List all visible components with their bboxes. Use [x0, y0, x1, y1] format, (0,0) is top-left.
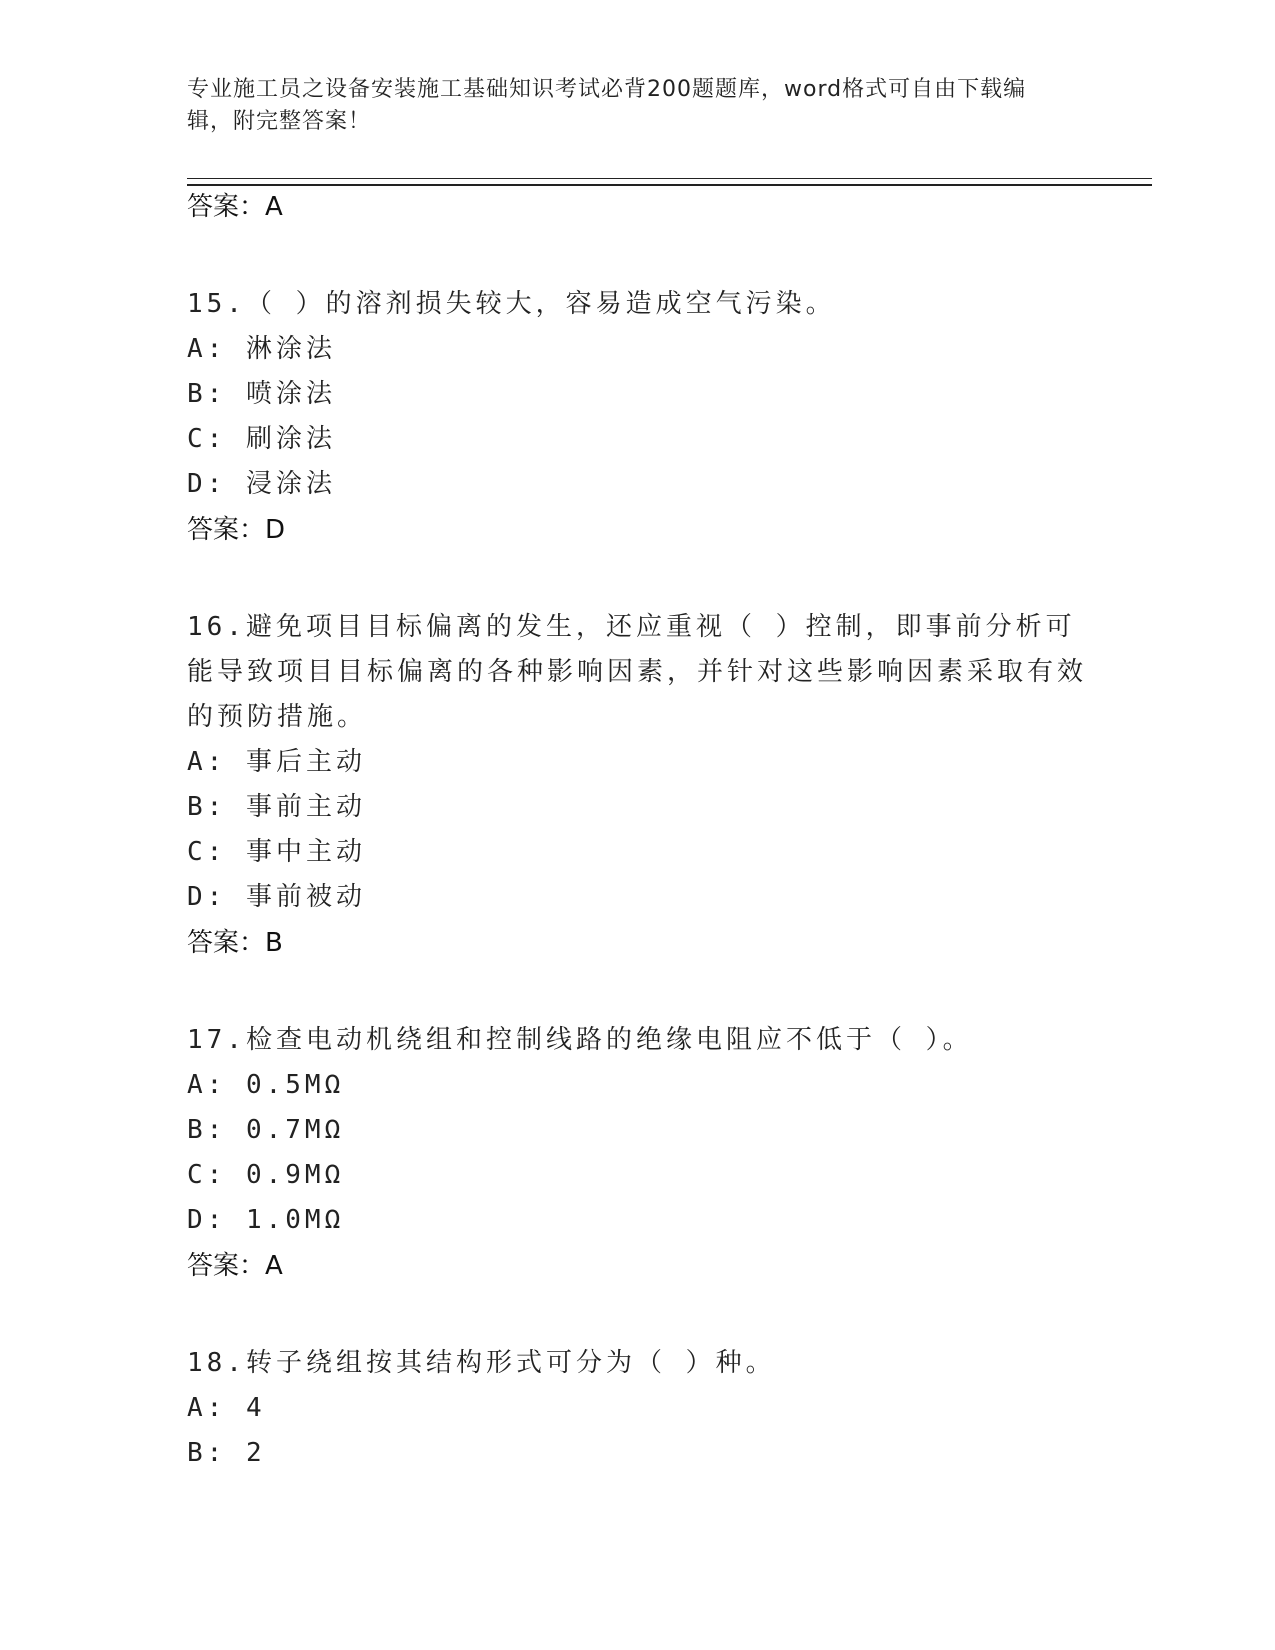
question-text: 18.转子绕组按其结构形式可分为（ ）种。	[187, 1348, 776, 1378]
option-a: A: 事后主动	[187, 747, 366, 777]
answer-value: A	[265, 192, 283, 222]
option-b: B: 2	[187, 1438, 266, 1468]
option-b: B: 0.7MΩ	[187, 1115, 345, 1145]
document-body	[187, 190, 1087, 1476]
option-c: C: 事中主动	[187, 837, 366, 867]
answer-label: 答案：	[187, 515, 266, 545]
option-c: C: 0.9MΩ	[187, 1160, 345, 1190]
option-a: A: 淋涂法	[187, 334, 336, 364]
answer-value: B	[265, 928, 283, 958]
answer-label: 答案：	[187, 928, 266, 958]
option-a: A: 0.5MΩ	[187, 1070, 345, 1100]
answer-value: A	[265, 1251, 283, 1281]
option-d: D: 1.0MΩ	[187, 1205, 345, 1235]
option-b: B: 事前主动	[187, 792, 366, 822]
option-a: A: 4	[187, 1393, 266, 1423]
answer-line	[187, 926, 1087, 960]
option-c: C: 刷涂法	[187, 424, 336, 454]
question-text: 15.（ ）的溶剂损失较大，容易造成空气污染。	[187, 289, 836, 319]
option-d: D: 事前被动	[187, 882, 366, 912]
question-text: 16.避免项目目标偏离的发生，还应重视（ ）控制，即事前分析可能导致项目目标偏离的各种影响因素，并针对这些影响因素采取有效的预防措施。	[187, 612, 1088, 732]
option-b: B: 喷涂法	[187, 379, 336, 409]
option-d: D: 浸涂法	[187, 469, 336, 499]
answer-line	[187, 513, 1087, 547]
answer-value: D	[265, 515, 286, 545]
header-divider	[187, 178, 1152, 186]
page-header	[187, 74, 1067, 138]
answer-label: 答案：	[187, 1251, 266, 1281]
answer-line	[187, 1249, 1087, 1283]
answer-line	[187, 190, 1087, 224]
header-title: 专业施工员之设备安装施工基础知识考试必背200题题库，word格式可自由下载编辑，附完整答案！	[187, 77, 1027, 134]
answer-label: 答案：	[187, 192, 266, 222]
question-text: 17.检查电动机绕组和控制线路的绝缘电阻应不低于（ ）。	[187, 1025, 973, 1055]
